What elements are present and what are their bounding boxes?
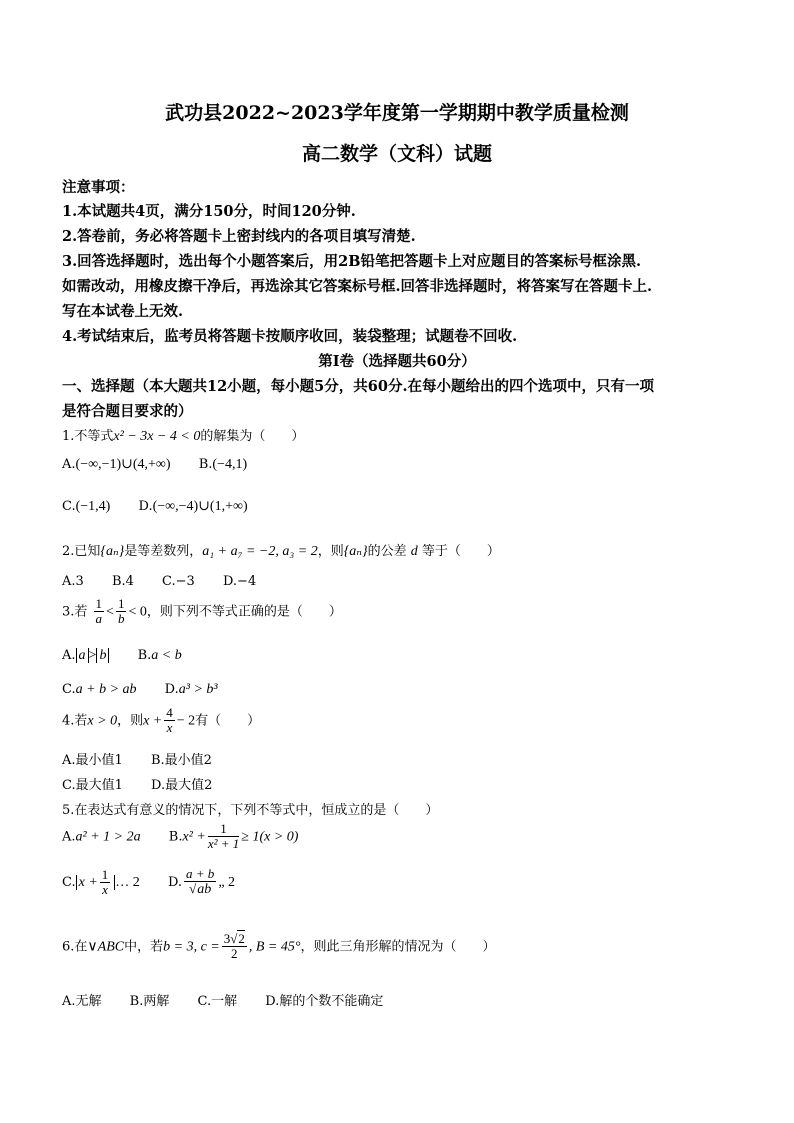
math-expression: x > 0 xyxy=(87,713,118,729)
option-c: a + b > ab xyxy=(75,682,137,697)
question-text: 6.在 xyxy=(62,939,88,955)
math-variable: d xyxy=(410,544,418,559)
option-label: A. xyxy=(62,457,76,472)
question-3: 3.若 $\frac{1}{a}$ < $\frac{1}{b}$ < 0，则下列不等式正确的是（ ） xyxy=(62,596,342,627)
option-label: C. xyxy=(62,682,76,697)
question-text: 1.不等式 xyxy=(62,429,114,444)
option-d: (−∞,−4)∪(1,+∞) xyxy=(152,499,248,514)
option-d: D.−4 xyxy=(222,574,257,589)
question-text: 等于（ ） xyxy=(421,544,500,559)
question-text: 是等差数列， xyxy=(124,544,203,559)
option-d: a³ > b³ xyxy=(178,682,218,697)
options-row: C. x + $\frac{1}{x}$ … 2 D. $\frac{a + b}{√ab}$ „ 2 xyxy=(62,866,236,898)
section-instruction: 一、选择题（本大题共12小题，每小题5分，共60分.在每小题给出的四个选项中，只有一项 xyxy=(62,378,654,395)
option-b: B.两解 xyxy=(129,994,170,1009)
math-expression: {aₙ} xyxy=(343,544,368,559)
option-a: A.无解 xyxy=(62,994,102,1009)
option-a: a xyxy=(76,648,89,663)
option-b: (−4,1) xyxy=(212,457,248,472)
option-b: x² + xyxy=(182,829,206,845)
question-1 xyxy=(62,425,304,445)
options-row xyxy=(62,498,248,515)
math-expression: x² − 3x − 4 < 0 xyxy=(113,429,201,444)
option-a: A.3 xyxy=(62,574,84,589)
question-text: ，则此三角形解的情况为（ ） xyxy=(300,939,496,955)
question-6: 6.在∨ABC中，若b = 3, c = $\frac{3√2}{2}$ , B = 45°，则此三角形解的情况为（ ） xyxy=(62,931,496,962)
option-a: A.最小值1 xyxy=(62,753,123,768)
notice-item: 写在本试卷上无效. xyxy=(62,303,184,320)
option-label: D. xyxy=(167,874,183,890)
option-d: D.最大值2 xyxy=(151,778,213,793)
question-5: 5.在表达式有意义的情况下，下列不等式中，恒成立的是（ ） xyxy=(62,803,439,818)
option-label: A. xyxy=(62,829,76,845)
option-label: D. xyxy=(164,682,179,697)
options-row xyxy=(62,456,247,473)
option-c: C.最大值1 xyxy=(62,778,123,793)
notice-item: 1.本试题共4页，满分150分，时间120分钟. xyxy=(62,203,356,220)
options-row xyxy=(62,990,383,1009)
math-expression: ∨ABC xyxy=(87,939,125,955)
option-a: (−∞,−1)∪(4,+∞) xyxy=(75,457,171,472)
options-row xyxy=(62,774,212,793)
question-text: 有（ ） xyxy=(195,713,261,729)
option-b: a < b xyxy=(151,648,182,663)
option-label: B. xyxy=(198,457,213,472)
fraction: $\frac{1}{b}$ xyxy=(117,596,125,627)
option-b: B.最小值2 xyxy=(150,753,212,768)
question-4: 4.若x > 0，则x + $\frac{4}{x}$ − 2有（ ） xyxy=(62,705,261,736)
exam-title: 武功县2022~2023学年度第一学期期中教学质量检测 xyxy=(165,102,629,124)
section-title: 第Ⅰ卷（选择题共60分） xyxy=(318,353,476,370)
fraction: $\frac{3√2}{2}$ xyxy=(223,931,245,962)
fraction: $\frac{4}{x}$ xyxy=(166,705,173,736)
question-text: 4.若 xyxy=(62,713,88,729)
option-label: B. xyxy=(137,648,152,663)
option-d: D.解的个数不能确定 xyxy=(265,994,384,1009)
option-c: (−1,4) xyxy=(75,499,111,514)
notice-item: 如需改动，用橡皮擦干净后，再选涂其它答案标号框.回答非选择题时，将答案写在答题卡上. xyxy=(62,278,653,295)
math-expression: a₁ + a₇ = −2, a₃ = 2 xyxy=(202,544,318,559)
question-text: ，则下列不等式正确的是（ ） xyxy=(146,604,342,620)
options-row: A.a² + 1 > 2a B.x² + $\frac{1}{\text{x² + 1}}$ ≥ 1(x > 0) xyxy=(62,821,299,852)
option-b: B.4 xyxy=(111,574,134,589)
options-row xyxy=(62,574,256,589)
question-2 xyxy=(62,540,500,560)
option-label: B. xyxy=(168,829,183,845)
options-row xyxy=(62,749,212,768)
question-text: 3.若 xyxy=(62,604,88,620)
options-row xyxy=(62,682,218,698)
option-label: C. xyxy=(62,874,76,890)
section-instruction: 是符合题目要求的） xyxy=(62,403,193,420)
option-label: D. xyxy=(138,499,153,514)
fraction: $\frac{1}{\text{x² + 1}}$ xyxy=(207,821,240,852)
option-c: x + $\frac{1}{x}$ xyxy=(76,875,116,890)
notice-item: 3.回答选择题时，选出每个小题答案后，用2B铅笔把答题卡上对应题目的答案标号框涂黑. xyxy=(62,253,642,270)
question-text: 中，若 xyxy=(124,939,164,955)
question-text: ，则 xyxy=(117,713,144,729)
notice-item: 4.考试结束后，监考员将答题卡按顺序收回，装袋整理；试题卷不回收. xyxy=(62,328,518,345)
exam-subtitle: 高二数学（文科）试题 xyxy=(301,143,492,165)
notice-item: 2.答卷前，务必将答题卡上密封线内的各项目填写清楚. xyxy=(62,228,416,245)
notice-heading: 注意事项： xyxy=(62,179,135,196)
question-text: ，则 xyxy=(317,544,344,559)
option-c: C.−3 xyxy=(162,574,195,589)
options-row: A. a > b B.a < b xyxy=(62,648,182,663)
question-text: 的解集为（ ） xyxy=(200,429,305,444)
math-expression: {aₙ} xyxy=(100,544,125,559)
question-text: 的公差 xyxy=(367,544,407,559)
option-a: a² + 1 > 2a xyxy=(75,829,141,845)
option-c: C.一解 xyxy=(197,994,238,1009)
option-label: C. xyxy=(62,499,76,514)
fraction: $\frac{1}{a}$ xyxy=(95,596,103,627)
question-text: 2.已知 xyxy=(62,544,101,559)
option-label: A. xyxy=(62,648,76,663)
option-d: $\frac{a + b}{√ab}$ xyxy=(186,866,215,898)
